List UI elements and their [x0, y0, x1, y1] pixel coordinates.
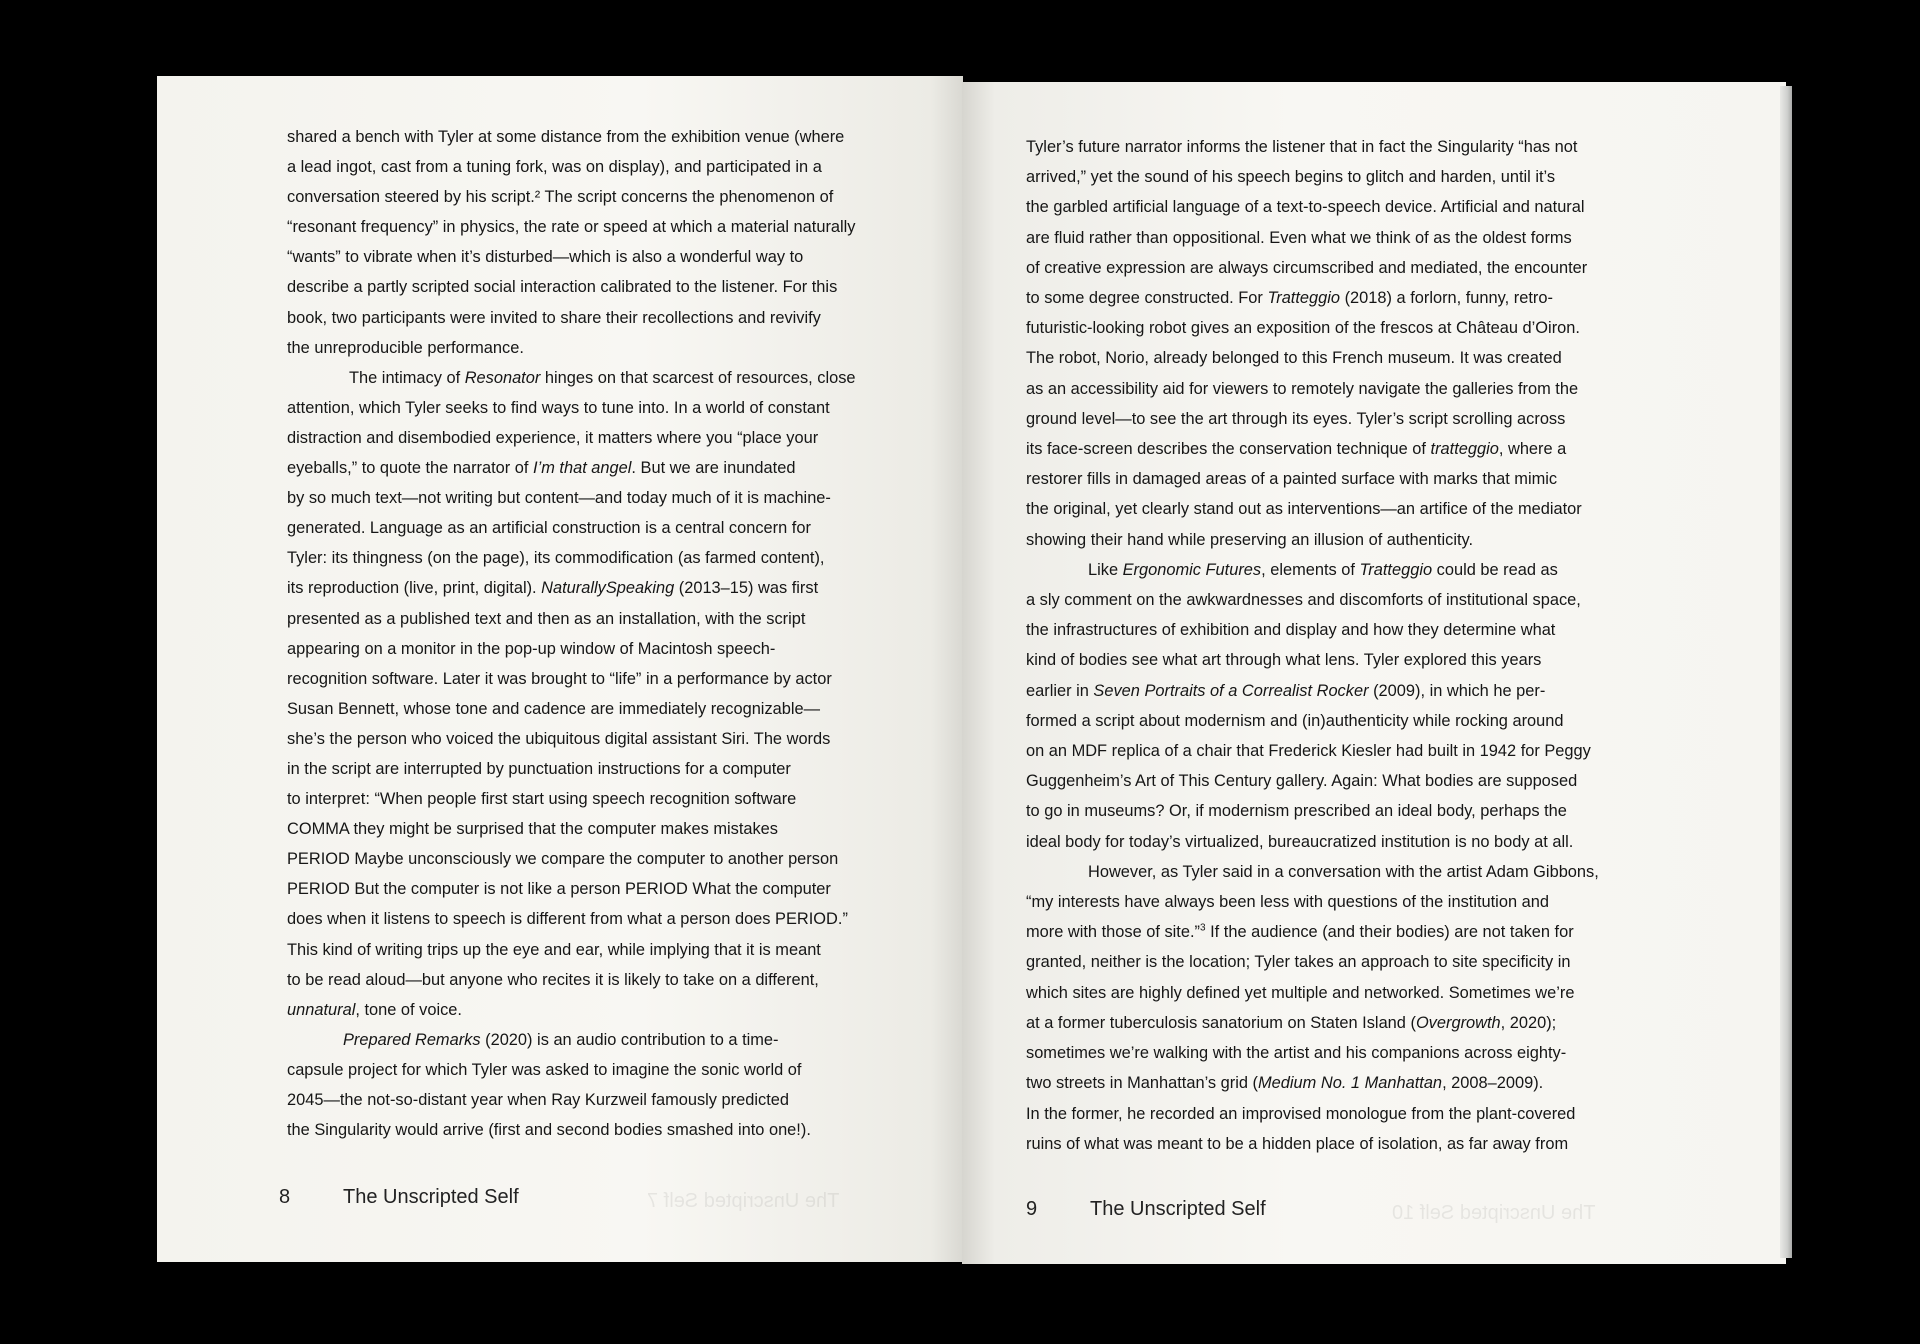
running-head: The Unscripted Self	[1090, 1198, 1266, 1220]
text-line: COMMA they might be surprised that the computer makes mistakes	[287, 820, 778, 839]
work-title: Tratteggio	[1359, 560, 1433, 579]
text-line: are fluid rather than oppositional. Even what we think of as the oldest forms	[1026, 228, 1572, 247]
work-title: Overgrowth	[1415, 1013, 1501, 1032]
text-line: on an MDF replica of a chair that Frederick Kiesler had built in 1942 for Peggy	[1026, 742, 1591, 761]
work-title: I’m that angel	[533, 459, 632, 478]
text-line: describe a partly scripted social interaction calibrated to the listener. For this	[287, 278, 838, 297]
text-line: two streets in Manhattan’s grid (Medium No. 1 Manhattan, 2008–2009).	[1026, 1074, 1544, 1093]
left-body-text	[287, 122, 927, 1145]
page-number: 9	[1026, 1198, 1038, 1220]
text-line: capsule project for which Tyler was asked to imagine the sonic world of	[287, 1060, 802, 1079]
show-through-footer: The Unscripted Self 10	[1392, 1202, 1596, 1224]
text-line: appearing on a monitor in the pop-up window of Macintosh speech-	[287, 639, 776, 658]
text-line: the unreproducible performance.	[287, 338, 524, 357]
footnote-mark: 3	[1200, 922, 1206, 934]
text-line: 2045—the not-so-distant year when Ray Kurzweil famously predicted	[287, 1091, 789, 1109]
show-through-footer: The Unscripted Self 7	[647, 1190, 840, 1212]
left-page-footer	[279, 1186, 519, 1209]
text-line: its face-screen describes the conservation technique of tratteggio, where a	[1026, 440, 1567, 459]
text-line: eyeballs,” to quote the narrator of I’m that angel. But we are inundated	[287, 459, 796, 478]
text-line: Guggenheim’s Art of This Century gallery. Again: What bodies are supposed	[1026, 772, 1578, 791]
text-line: to be read aloud—but anyone who recites it is likely to take on a different,	[287, 970, 819, 989]
text-line: to interpret: “When people first start using speech recognition software	[287, 790, 797, 809]
text-line: sometimes we’re walking with the artist and his companions across eighty-	[1026, 1044, 1567, 1063]
paragraph-start: Prepared Remarks (2020) is an audio contribution to a time-	[343, 1030, 779, 1049]
text-line: to go in museums? Or, if modernism prescribed an ideal body, perhaps the	[1026, 802, 1567, 821]
text-line: granted, neither is the location; Tyler takes an approach to site specificity in	[1026, 953, 1571, 972]
work-title: NaturallySpeaking	[541, 579, 675, 598]
text-line: earlier in Seven Portraits of a Correalist Rocker (2009), in which he per-	[1026, 681, 1546, 700]
text-line: ground level—to see the art through its eyes. Tyler’s script scrolling across	[1026, 409, 1566, 428]
text-line: PERIOD Maybe unconsciously we compare the computer to another person	[287, 850, 839, 869]
text-line: “wants” to vibrate when it’s disturbed—which is also a wonderful way to	[287, 248, 804, 267]
text-line: Tyler’s future narrator informs the listener that in fact the Singularity “has not	[1026, 138, 1578, 156]
text-line: as an accessibility aid for viewers to remotely navigate the galleries from the	[1026, 379, 1579, 398]
text-line: the infrastructures of exhibition and display and how they determine what	[1026, 621, 1556, 640]
text-line: conversation steered by his script.² The script concerns the phenomenon of	[287, 188, 834, 207]
text-line: which sites are highly defined yet multiple and networked. Sometimes we’re	[1026, 983, 1575, 1002]
paragraph-start: Like Ergonomic Futures, elements of Tratteggio could be read as	[1088, 560, 1558, 579]
text-line: presented as a published text and then as an installation, with the script	[287, 609, 806, 628]
text-line: arrived,” yet the sound of his speech begins to glitch and harden, until it’s	[1026, 168, 1556, 187]
right-page-footer	[1026, 1198, 1266, 1221]
text-line: “my interests have always been less with questions of the institution and	[1026, 893, 1549, 912]
text-line: ideal body for today’s virtualized, bureaucratized institution is no body at all.	[1026, 832, 1574, 851]
work-title: Prepared Remarks	[343, 1030, 481, 1049]
text-line: In the former, he recorded an improvised monologue from the plant-covered	[1026, 1104, 1576, 1123]
text-line: recognition software. Later it was brought to “life” in a performance by actor	[287, 669, 832, 688]
work-title: Ergonomic Futures	[1122, 560, 1262, 579]
work-title: Tratteggio	[1267, 289, 1341, 308]
work-title: Resonator	[464, 368, 541, 387]
text-line: restorer fills in damaged areas of a painted surface with marks that mimic	[1026, 470, 1558, 489]
text-line: generated. Language as an artificial construction is a central concern for	[287, 519, 811, 538]
text-line: the Singularity would arrive (first and second bodies smashed into one!).	[287, 1121, 811, 1140]
text-line: Tyler: its thingness (on the page), its commodification (as farmed content),	[287, 549, 825, 568]
paragraph-start: The intimacy of Resonator hinges on that scarcest of resources, close	[349, 368, 856, 387]
text-line: futuristic-looking robot gives an exposition of the frescos at Château d’Oiron.	[1026, 319, 1580, 338]
text-line: showing their hand while preserving an illusion of authenticity.	[1026, 530, 1474, 549]
text-line: kind of bodies see what art through what lens. Tyler explored this years	[1026, 651, 1542, 670]
text-line: does when it listens to speech is different from what a person does PERIOD.”	[287, 910, 848, 929]
text-line: a lead ingot, cast from a tuning fork, was on display), and participated in a	[287, 158, 822, 177]
text-line: of creative expression are always circumscribed and mediated, the encounter	[1026, 258, 1588, 277]
text-line: the original, yet clearly stand out as interventions—an artifice of the mediator	[1026, 500, 1582, 519]
text-line: formed a script about modernism and (in)authenticity while rocking around	[1026, 711, 1564, 730]
running-head: The Unscripted Self	[343, 1186, 519, 1208]
text-line: book, two participants were invited to share their recollections and revivify	[287, 308, 821, 327]
page-stack-edge	[1780, 86, 1792, 1258]
work-title: Seven Portraits of a Correalist Rocker	[1093, 681, 1369, 700]
text-line: a sly comment on the awkwardnesses and discomforts of institutional space,	[1026, 591, 1581, 610]
right-body-text	[1026, 132, 1716, 1159]
text-line: unnatural, tone of voice.	[287, 1000, 462, 1019]
text-line: This kind of writing trips up the eye and ear, while implying that it is meant	[287, 940, 821, 959]
text-line: its reproduction (live, print, digital). NaturallySpeaking (2013–15) was first	[287, 579, 819, 598]
left-page	[157, 76, 963, 1262]
text-line: shared a bench with Tyler at some distance from the exhibition venue (where	[287, 128, 845, 146]
text-line: the garbled artificial language of a text-to-speech device. Artificial and natural	[1026, 198, 1585, 217]
text-line: she’s the person who voiced the ubiquitous digital assistant Siri. The words	[287, 729, 831, 748]
text-line: at a former tuberculosis sanatorium on Staten Island (Overgrowth, 2020);	[1026, 1013, 1557, 1032]
text-line: to some degree constructed. For Tratteggio (2018) a forlorn, funny, retro-	[1026, 289, 1553, 308]
text-line: “resonant frequency” in physics, the rate or speed at which a material naturally	[287, 218, 856, 237]
paragraph-start: However, as Tyler said in a conversation with the artist Adam Gibbons,	[1088, 862, 1599, 881]
text-line: Susan Bennett, whose tone and cadence are immediately recognizable—	[287, 699, 821, 718]
text-line: distraction and disembodied experience, it matters where you “place your	[287, 428, 819, 447]
text-line: ruins of what was meant to be a hidden place of isolation, as far away from	[1026, 1134, 1569, 1153]
page-number: 8	[279, 1186, 291, 1208]
text-line: attention, which Tyler seeks to find ways to tune into. In a world of constant	[287, 398, 830, 417]
text-line: PERIOD But the computer is not like a person PERIOD What the computer	[287, 880, 831, 899]
text-line: in the script are interrupted by punctuation instructions for a computer	[287, 759, 791, 778]
work-title: Medium No. 1 Manhattan	[1258, 1074, 1443, 1093]
right-page	[962, 82, 1786, 1264]
text-line: The robot, Norio, already belonged to this French museum. It was created	[1026, 349, 1562, 368]
text-line: more with those of site.”$^3$ If the audience (and their bodies) are not taken for	[1026, 922, 1574, 942]
text-line: by so much text—not writing but content—and today much of it is machine-	[287, 489, 831, 508]
